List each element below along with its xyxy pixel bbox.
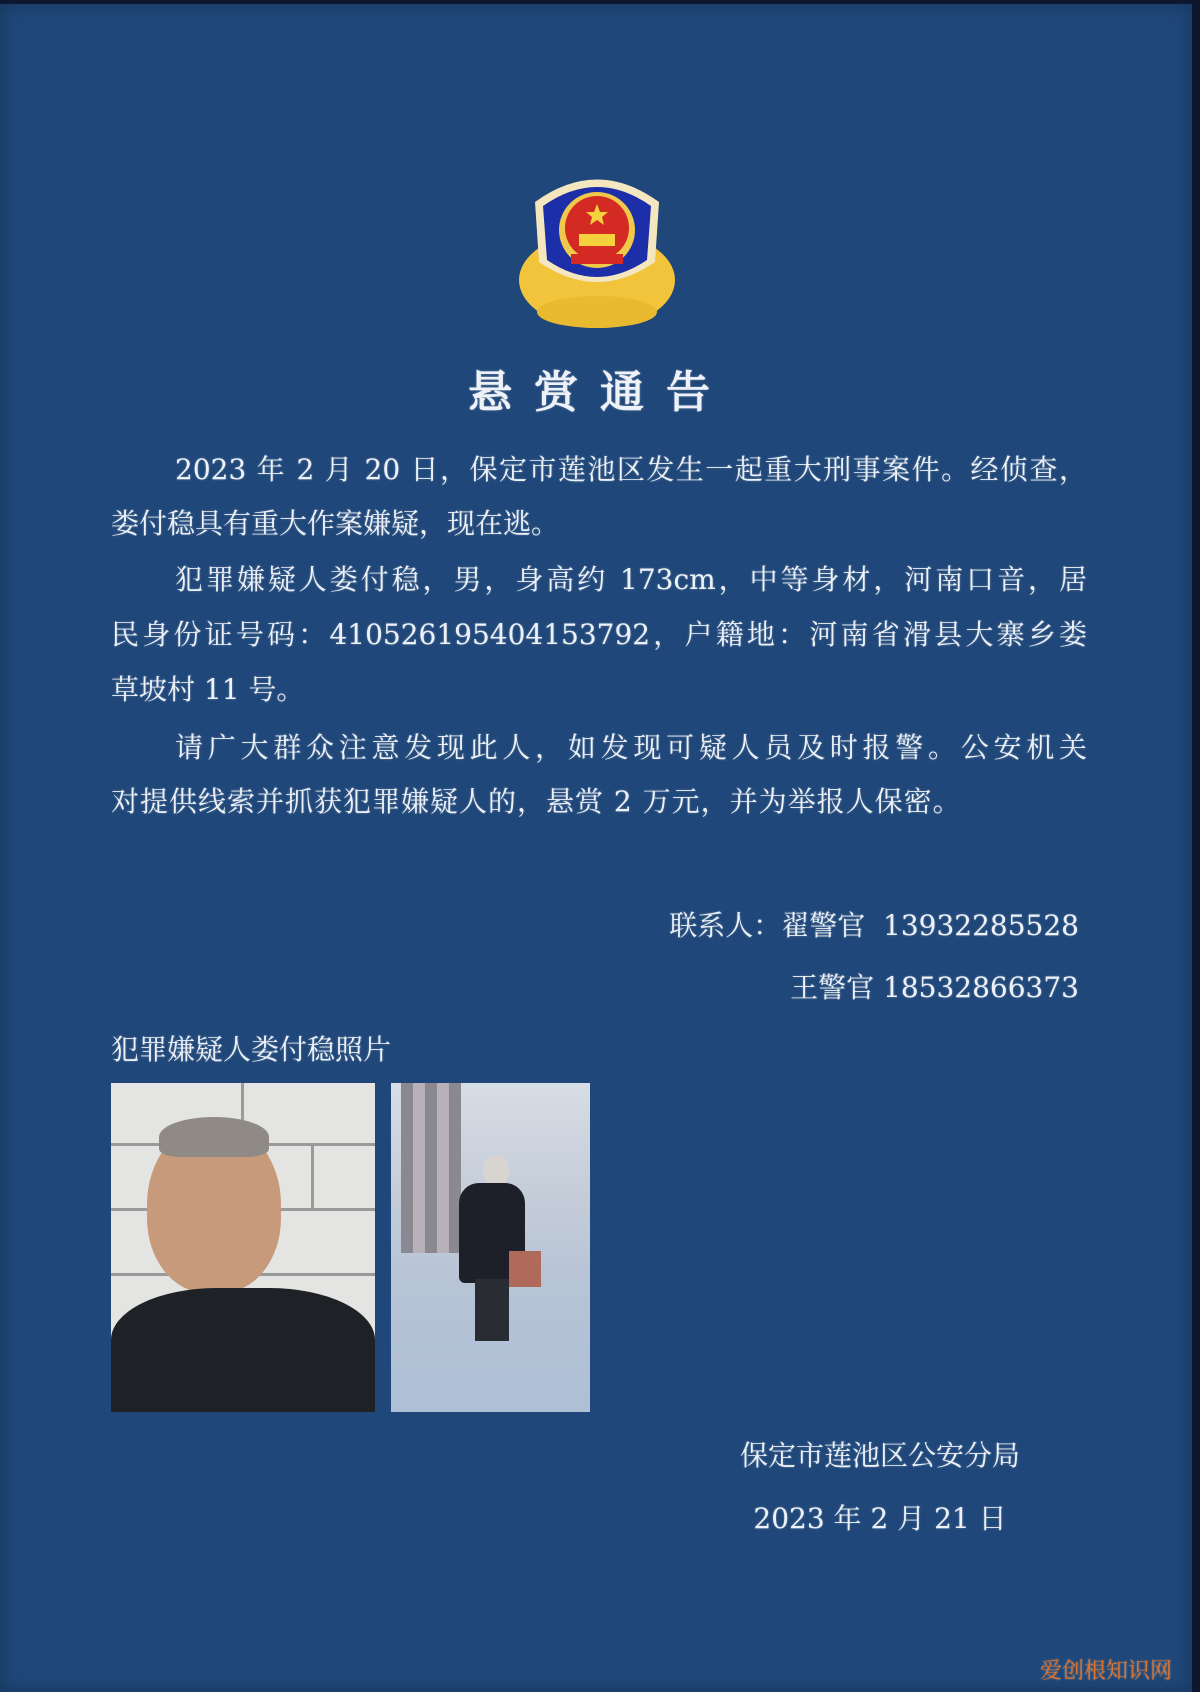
pixelated-area xyxy=(401,1083,461,1253)
contact-phone: 13932285528 xyxy=(883,909,1079,942)
paragraph-3-line-2: 对提供线索并抓获犯罪嫌疑人的，悬赏 2 万元，并为举报人保密。 xyxy=(111,785,962,818)
hair-shape xyxy=(159,1117,269,1157)
jacket-shape xyxy=(111,1288,375,1412)
paragraph-2-line-2: 民身份证号码：410526195404153792，户籍地：河南省滑县大寨乡娄 xyxy=(111,618,1087,651)
paragraph-3-line-1: 请广大群众注意发现此人，如发现可疑人员及时报警。公安机关 xyxy=(175,731,1087,764)
contact-1 xyxy=(669,904,1079,944)
figure-legs xyxy=(475,1279,509,1341)
police-emblem-icon xyxy=(515,162,679,332)
suspect-surveillance-photo xyxy=(391,1083,590,1412)
paragraph-2-line-3: 草坡村 11 号。 xyxy=(111,673,305,706)
contact-2 xyxy=(790,966,1079,1006)
watermark xyxy=(1040,1654,1172,1685)
issue-date: 2023 年 2 月 21 日 xyxy=(753,1502,1007,1535)
paragraph-1-line-2: 娄付稳具有重大作案嫌疑，现在逃。 xyxy=(111,507,560,540)
watermark-text: 爱创根知识网 xyxy=(1039,1659,1172,1684)
paragraph-1-line-1: 2023 年 2 月 20 日，保定市莲池区发生一起重大刑事案件。经侦查， xyxy=(175,453,1087,486)
contact-label: 联系人： xyxy=(669,909,782,942)
notice-title: 悬赏通告 xyxy=(468,367,732,418)
photos-caption: 犯罪嫌疑人娄付稳照片 xyxy=(111,1033,392,1066)
paragraph-2-line-1: 犯罪嫌疑人娄付稳，男，身高约 173cm，中等身材，河南口音，居 xyxy=(175,563,1087,596)
wanted-notice-poster xyxy=(0,4,1192,1692)
contact-name: 王警官 xyxy=(790,971,875,1004)
suspect-portrait-photo xyxy=(111,1083,375,1412)
issuing-agency: 保定市莲池区公安分局 xyxy=(739,1439,1020,1472)
carried-box xyxy=(509,1251,541,1287)
contact-phone: 18532866373 xyxy=(883,971,1079,1004)
contact-name: 翟警官 xyxy=(781,909,866,942)
